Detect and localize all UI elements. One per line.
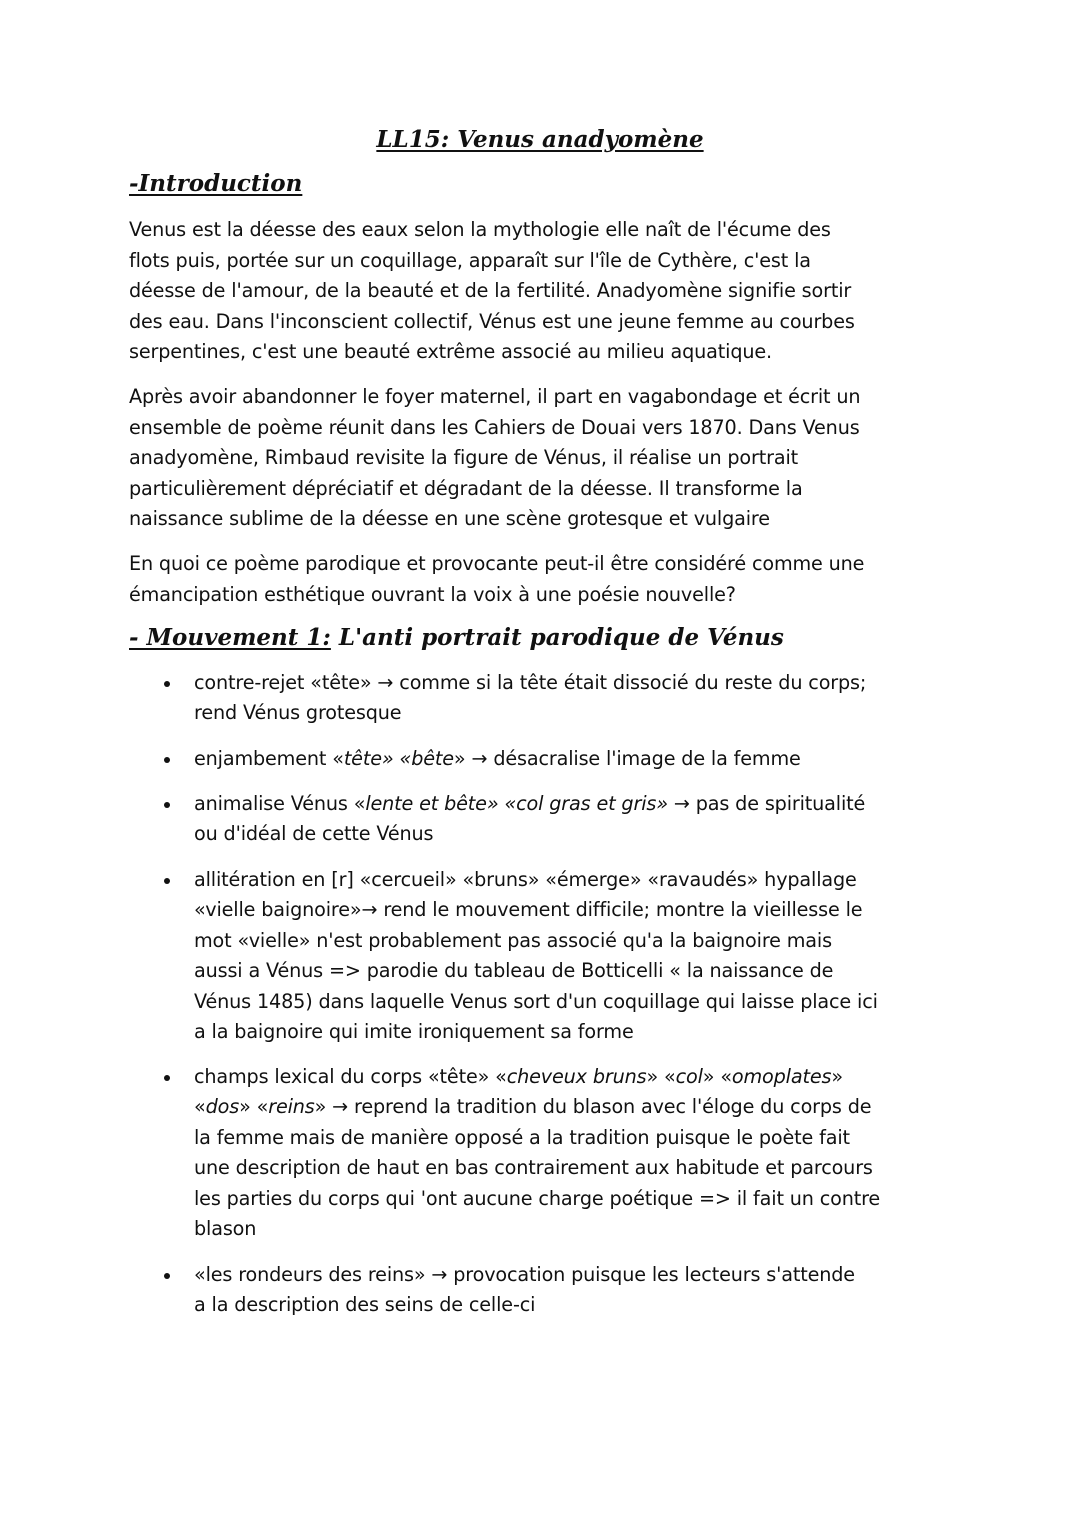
text-line: ou d'idéal de cette Vénus bbox=[194, 822, 434, 846]
text-line: des eau. Dans l'inconscient collectif, Vénus est une jeune femme au courbes bbox=[129, 309, 855, 333]
text-line: contre-rejet «tête» → comme si la tête était dissocié du reste du corps; bbox=[194, 671, 867, 694]
bullet-item bbox=[194, 744, 974, 774]
text-line: déesse de l'amour, de la beauté et de la fertilité. Anadyomène signifie sortir bbox=[129, 279, 852, 303]
bullet-icon bbox=[162, 668, 172, 678]
text-line: rend Vénus grotesque bbox=[194, 701, 402, 725]
text-line: «dos» «reins» → reprend la tradition du blason avec l'éloge du corps de bbox=[194, 1095, 872, 1119]
problematique-paragraph bbox=[129, 549, 959, 610]
bullet-icon bbox=[162, 1062, 172, 1072]
text-line: mot «vielle» n'est probablement pas associé qu'a la baignoire mais bbox=[194, 928, 832, 952]
bullet-icon bbox=[162, 865, 172, 875]
text-line: émancipation esthétique ouvrant la voix à une poésie nouvelle? bbox=[129, 582, 736, 606]
text-line: «vielle baignoire»→ rend le mouvement difficile; montre la vieillesse le bbox=[194, 898, 863, 922]
bullet-item bbox=[194, 865, 974, 1047]
text-line: animalise Vénus «lente et bête» «col gras et gris» → pas de spiritualité bbox=[194, 792, 866, 815]
text-line: a la description des seins de celle-ci bbox=[194, 1293, 536, 1317]
text-line: particulièrement dépréciatif et dégradant de la déesse. Il transforme la bbox=[129, 476, 803, 500]
bullet-icon bbox=[162, 1260, 172, 1270]
bullet-icon bbox=[162, 789, 172, 799]
text-line: flots puis, portée sur un coquillage, apparaît sur l'île de Cythère, c'est la bbox=[129, 248, 811, 272]
text-line: la femme mais de manière opposé a la tradition puisque le poète fait bbox=[194, 1125, 850, 1149]
bullet-item bbox=[194, 1260, 974, 1321]
text-line: anadyomène, Rimbaud revisite la figure de Vénus, il réalise un portrait bbox=[129, 446, 799, 470]
text-line: Vénus 1485) dans laquelle Venus sort d'un coquillage qui laisse place ici bbox=[194, 989, 878, 1013]
text-line: En quoi ce poème parodique et provocante peut-il être considéré comme une bbox=[129, 552, 865, 575]
intro-paragraph-1 bbox=[129, 215, 959, 368]
text-line: aussi a Vénus => parodie du tableau de Botticelli « la naissance de bbox=[194, 959, 834, 983]
text-line: Venus est la déesse des eaux selon la mythologie elle naît de l'écume des bbox=[129, 218, 831, 241]
text-line: blason bbox=[194, 1217, 257, 1241]
text-line: ensemble de poème réunit dans les Cahiers de Douai vers 1870. Dans Venus bbox=[129, 415, 860, 439]
text-line: champs lexical du corps «tête» «cheveux bruns» «col» «omoplates» bbox=[194, 1065, 843, 1088]
text-line: enjambement «tête» «bête» → désacralise l'image de la femme bbox=[194, 747, 801, 770]
text-line: une description de haut en bas contrairement aux habitude et parcours bbox=[194, 1156, 873, 1180]
text-line: serpentines, c'est une beauté extrême associé au milieu aquatique. bbox=[129, 340, 772, 364]
text-line: Après avoir abandonner le foyer maternel, il part en vagabondage et écrit un bbox=[129, 385, 861, 408]
text-line: naissance sublime de la déesse en une scène grotesque et vulgaire bbox=[129, 507, 770, 531]
bullet-item bbox=[194, 668, 974, 729]
document-title: LL15: Venus anadyomène bbox=[376, 126, 704, 153]
bullet-item bbox=[194, 789, 974, 850]
bullet-item bbox=[194, 1062, 974, 1244]
introduction-heading: -Introduction bbox=[129, 170, 303, 197]
text-line: a la baignoire qui imite ironiquement sa forme bbox=[194, 1020, 634, 1044]
mouvement-1-heading: - Mouvement 1: L'anti portrait parodique de Vénus bbox=[129, 624, 784, 651]
text-line: allitération en [r] «cercueil» «bruns» «émerge» «ravaudés» hypallage bbox=[194, 868, 857, 891]
text-line: «les rondeurs des reins» → provocation puisque les lecteurs s'attende bbox=[194, 1263, 855, 1286]
text-line: les parties du corps qui 'ont aucune charge poétique => il fait un contre bbox=[194, 1186, 881, 1210]
bullet-icon bbox=[162, 744, 172, 754]
intro-paragraph-2 bbox=[129, 382, 959, 535]
